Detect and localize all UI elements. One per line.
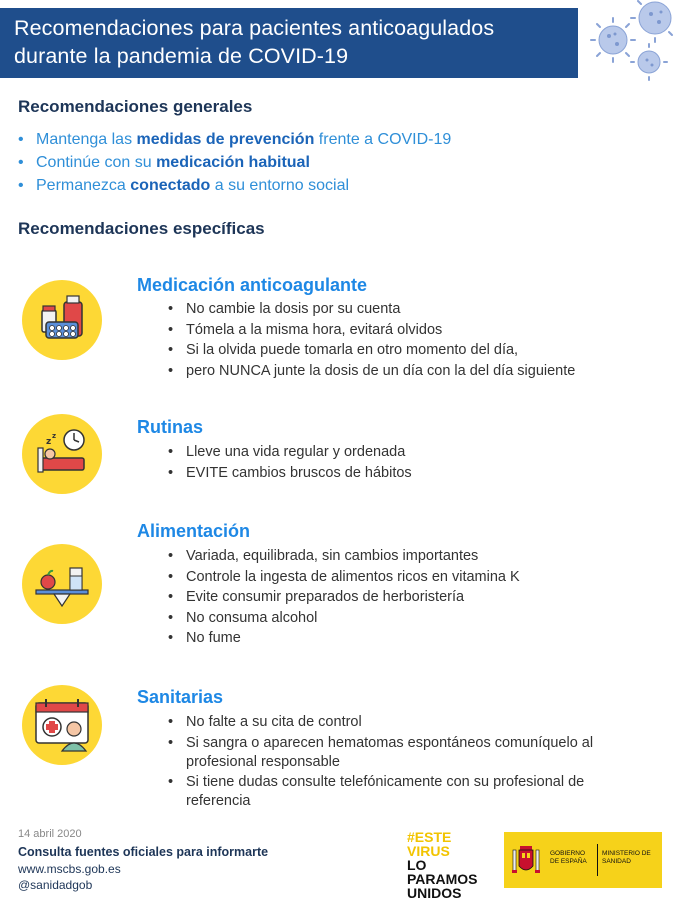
divider: [597, 844, 598, 876]
government-logo: [504, 832, 662, 888]
slogan-line: PARAMOS: [407, 871, 478, 887]
banner-title-line1: Recomendaciones para pacientes anticoagulados: [14, 16, 495, 40]
doctor-calendar-icon: [22, 685, 102, 765]
footer-handle[interactable]: @sanidadgob: [18, 878, 93, 892]
medication-icon: [22, 280, 102, 360]
footer-consult: Consulta fuentes oficiales para informarte: [18, 845, 269, 859]
banner-title-line2: durante la pandemia de COVID-19: [14, 44, 349, 68]
health-list: [168, 713, 648, 813]
list-item: • Evite consumir preparados de herboristería: [168, 588, 520, 607]
list-item: • Si la olvida puede tomarla en otro momento del día,: [168, 341, 575, 360]
list-item: • EVITE cambios bruscos de hábitos: [168, 464, 412, 483]
coronavirus-icon: [575, 0, 675, 90]
list-item: • pero NUNCA junte la dosis de un día con la del día siguiente: [168, 362, 575, 381]
food-title: Alimentación: [137, 521, 251, 541]
slogan-line: #ESTE: [407, 829, 452, 845]
list-item: • No cambie la dosis por su cuenta: [168, 300, 575, 319]
slogan-line: LO: [407, 857, 427, 873]
footer-url[interactable]: www.mscbs.gob.es: [18, 862, 121, 876]
list-item: • No falte a su cita de control: [168, 713, 648, 732]
list-item: • Si sangra o aparecen hematomas espontáneos comuníquelo al profesional responsable: [168, 734, 648, 772]
balance-scale-icon: [22, 544, 102, 624]
coat-of-arms-icon: [510, 840, 542, 880]
sleep-clock-icon: [22, 414, 102, 494]
routines-list: [168, 443, 412, 484]
list-item: • Continúe con su medicación habitual: [18, 154, 310, 171]
medication-title: Medicación anticoagulante: [137, 275, 368, 295]
government-label: GOBIERNO DE ESPAÑA: [550, 850, 587, 865]
list-item: • Permanezca conectado a su entorno social: [18, 177, 350, 194]
list-item: • Controle la ingesta de alimentos ricos en vitamina K: [168, 568, 520, 587]
list-item: • Mantenga las medidas de prevención frente a COVID-19: [18, 131, 452, 148]
slogan-logo: [407, 830, 499, 900]
list-item: • Lleve una vida regular y ordenada: [168, 443, 412, 462]
slogan-line: UNIDOS: [407, 885, 462, 900]
routines-title: Rutinas: [137, 417, 204, 437]
general-list: [18, 128, 451, 197]
general-section-title: Recomendaciones generales: [18, 97, 253, 116]
specific-section-title: Recomendaciones específicas: [18, 219, 265, 238]
list-item: • Si tiene dudas consulte telefónicamente con su profesional de referencia: [168, 773, 648, 811]
health-title: Sanitarias: [137, 687, 224, 707]
slogan-line: VIRUS: [407, 843, 450, 859]
list-item: • Variada, equilibrada, sin cambios importantes: [168, 547, 520, 566]
svg-text:z: z: [46, 437, 52, 447]
food-list: [168, 547, 520, 650]
list-item: • No consuma alcohol: [168, 609, 520, 628]
list-item: • No fume: [168, 629, 520, 648]
header-banner: [0, 8, 578, 78]
list-item: • Tómela a la misma hora, evitará olvidos: [168, 321, 575, 340]
svg-text:z: z: [52, 432, 57, 440]
footer-date: 14 abril 2020: [18, 828, 82, 840]
medication-list: [168, 300, 575, 382]
ministry-label: MINISTERIO DE SANIDAD: [602, 850, 651, 865]
